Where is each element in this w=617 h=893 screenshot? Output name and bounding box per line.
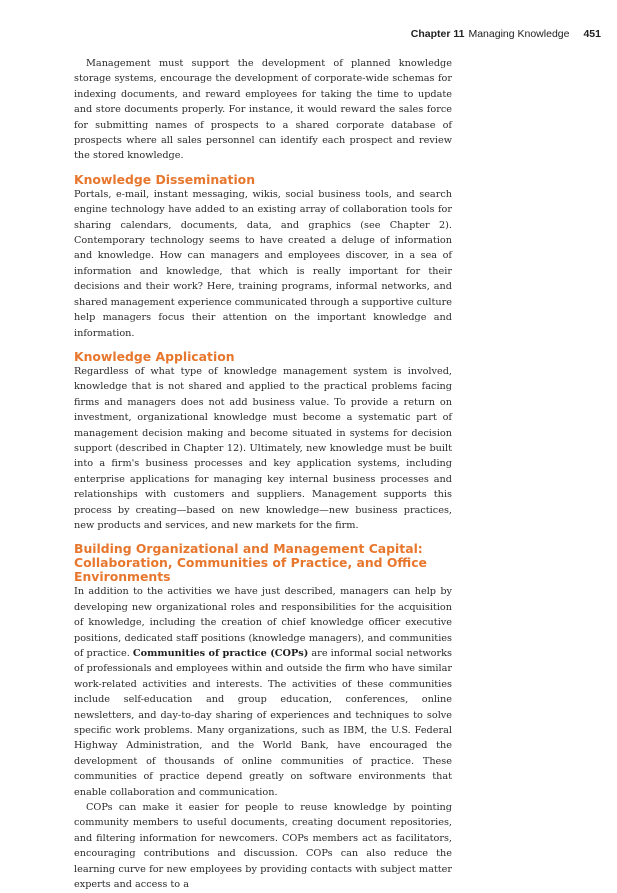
dissemination-paragraph: Portals, e-mail, instant messaging, wikis, social business tools, and search engine technology have added to an existing array of collaboration tools for sharing calendars, documents, data, and graphics (see Chapter 2). Contemporary technology seems to have created a deluge of information and knowledge. How can managers and employees discover, in a sea of information and knowledge, that which is really important for their decisions and their work? Here, training programs, informal networks, and shared management experience communicated through a supportive culture help managers focus their attention on the important knowledge and information. bbox=[74, 188, 452, 339]
running-header bbox=[411, 28, 601, 46]
capital-text-b: are informal social networks of professionals and employees within and outside the firm who have similar work-related activities and interests. The activities of these communities include self-education and group education, conferences, online newsletters, and day-to-day sharing of experiences and techniques to solve specific work problems. Many organizations, such as IBM, the U.S. Federal Highway Administration, and the World Bank, have encouraged the development of thousands of online communities of practice. These communities of practice depend greatly on software environments that enable collaboration and communication. bbox=[74, 648, 452, 798]
capital-text-a: In addition to the activities we have just described, managers can help by developing new organizational roles and responsibilities for the acquisition of knowledge, including the creation of chief knowledge officer executive positions, dedicated staff positions (knowledge managers), and communities of practice. bbox=[74, 586, 452, 659]
heading-knowledge-application: Knowledge Application bbox=[74, 348, 235, 364]
intro-paragraph: Management must support the development of planned knowledge storage systems, encourage the development of corporate-wide schemas for indexing documents, and reward employees for taking the time to update and store documents properly. For instance, it would reward the sales force for submitting names of prospects to a shared corporate database of prospects where all sales personnel can identify each prospect and review the stored knowledge. bbox=[74, 58, 452, 162]
key-term-cops: Communities of practice (COPs) bbox=[132, 648, 309, 659]
chapter-title: Managing Knowledge bbox=[468, 28, 570, 40]
chapter-label: Chapter 11 bbox=[410, 28, 465, 40]
capital-paragraph-2: COPs can make it easier for people to reuse knowledge by pointing community members to useful documents, creating document repositories, and filtering information for newcomers. COPs members act as facilitators, encouraging contributions and discussion. COPs can also reduce the learning curve for new employees by providing contacts with subject matter experts and access to a bbox=[74, 802, 452, 891]
heading-building-capital: Building Organizational and Management Capital: Collaboration, Communities of Practice, and Office Environments bbox=[74, 541, 427, 585]
page-number: 451 bbox=[583, 28, 601, 40]
application-paragraph: Regardless of what type of knowledge management system is involved, knowledge that is not shared and applied to the practical problems facing firms and managers does not add business value. To provide a return on investment, organizational knowledge must become a systematic part of management decision making and become situated in systems for decision support (described in Chapter 12). Ultimately, new knowledge must be built into a firm's business processes and key application systems, including enterprise applications for managing key internal business processes and relationships with customers and suppliers. Management supports this process by creating—based on new knowledge—new business practices, new products and services, and new markets for the firm. bbox=[74, 365, 452, 531]
body-text bbox=[74, 56, 452, 893]
heading-knowledge-dissemination: Knowledge Dissemination bbox=[74, 171, 256, 187]
capital-paragraph-1 bbox=[74, 584, 452, 800]
